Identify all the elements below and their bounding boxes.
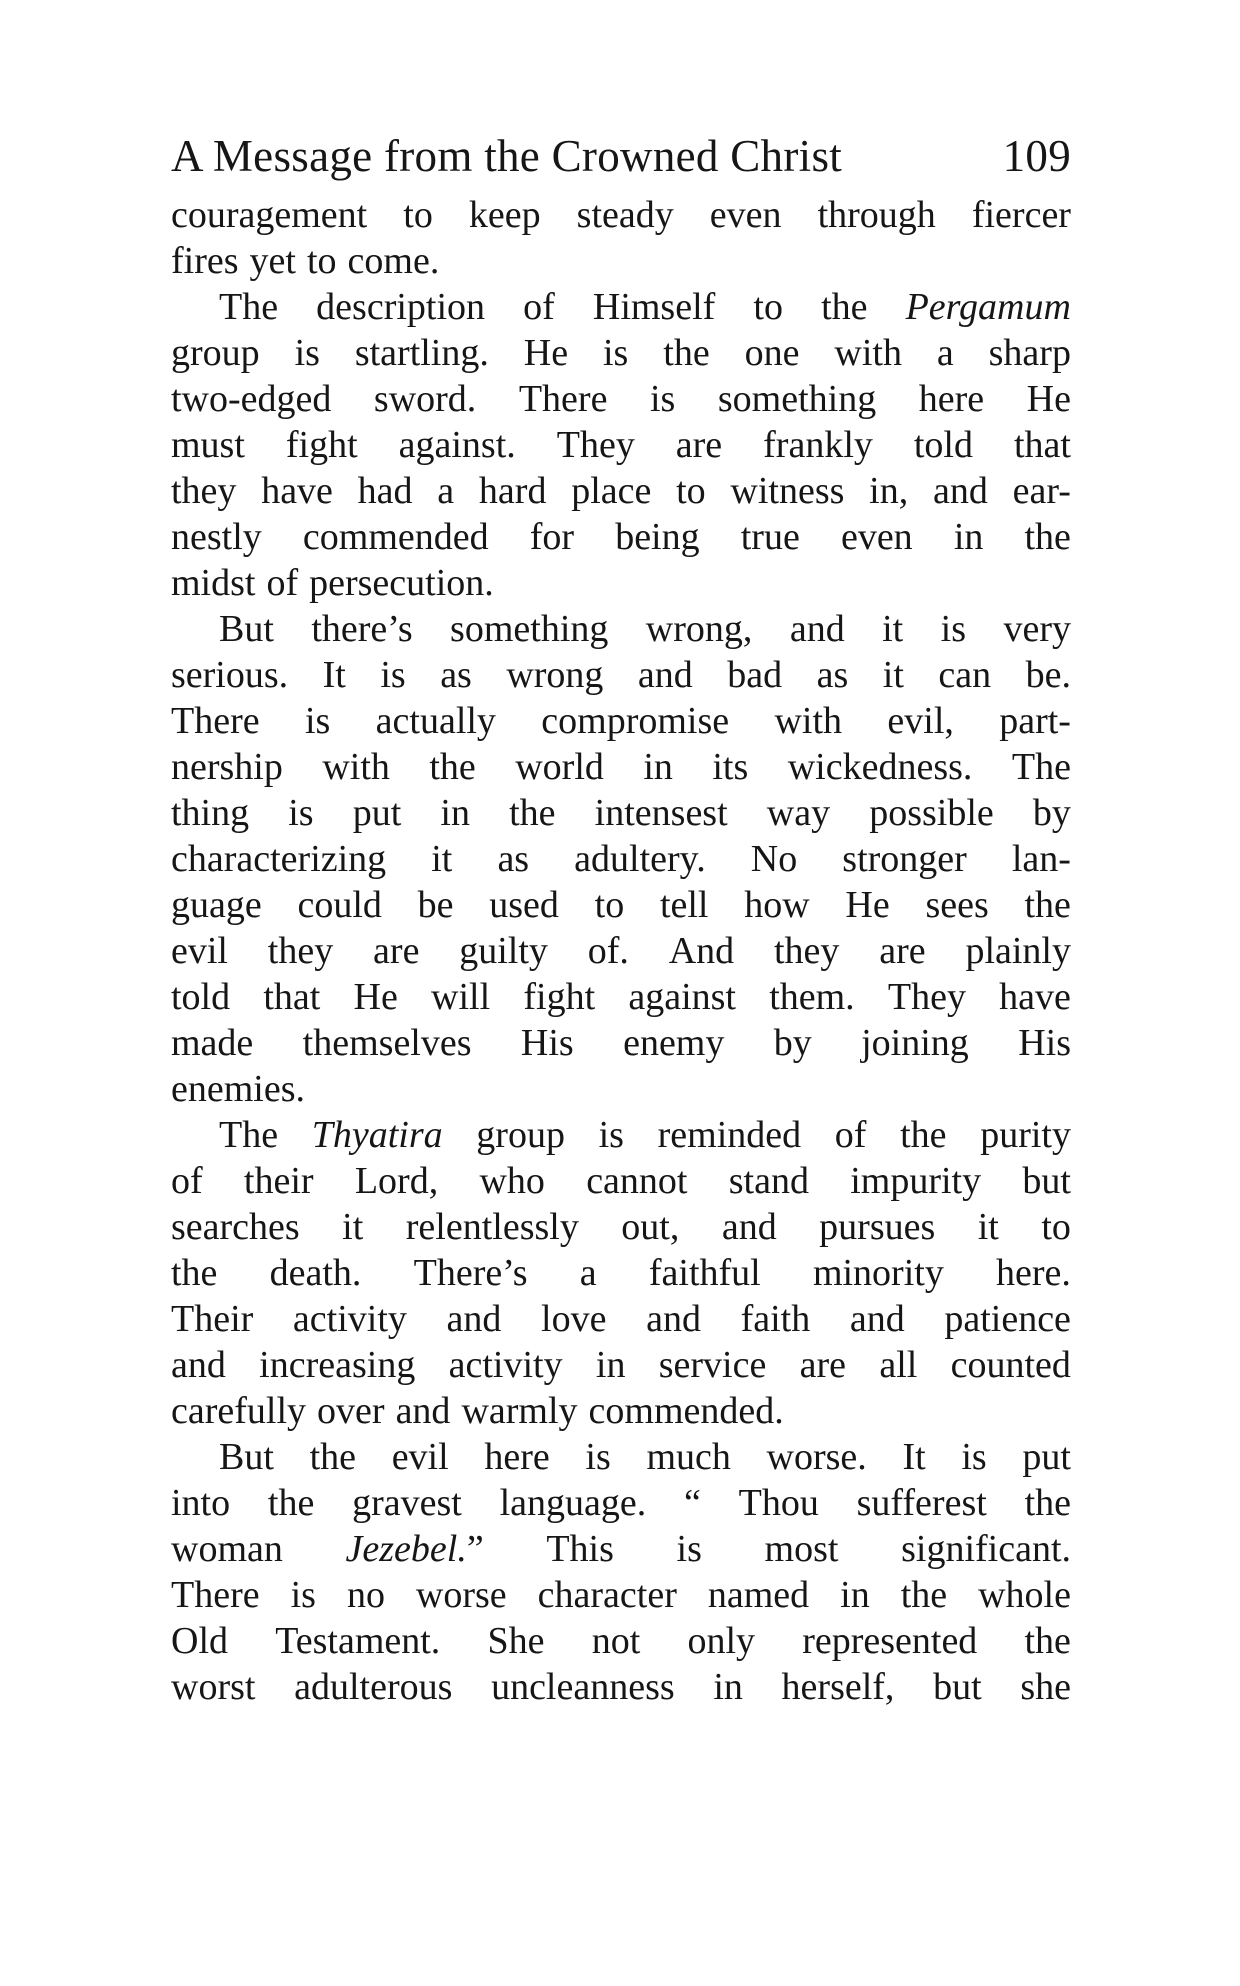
word: worse <box>415 1574 507 1616</box>
word: adulterous <box>294 1666 453 1708</box>
word: is <box>603 332 629 374</box>
word: Thyatira <box>311 1114 443 1156</box>
word: but <box>933 1666 982 1708</box>
text-line <box>171 928 1071 974</box>
word: the <box>821 286 868 328</box>
word: them. <box>769 976 855 1018</box>
word: made <box>171 1022 254 1064</box>
word: activity <box>448 1344 563 1386</box>
text-line <box>171 514 1071 560</box>
word: But <box>219 1436 274 1478</box>
word: lan- <box>1011 838 1071 880</box>
word: stand <box>728 1160 809 1202</box>
text-line <box>171 1434 1071 1480</box>
word: put <box>1022 1436 1071 1478</box>
word: increasing <box>259 1344 416 1386</box>
word: by <box>1032 792 1071 834</box>
word: are <box>373 930 420 972</box>
word: language. <box>499 1482 647 1524</box>
word: told <box>913 424 973 466</box>
word: are <box>675 424 723 466</box>
book-page <box>171 128 1071 1710</box>
word: to <box>1041 1206 1071 1248</box>
word: wickedness. <box>787 746 973 788</box>
text-line <box>171 238 1071 284</box>
word: He <box>845 884 890 926</box>
word: This <box>546 1528 614 1570</box>
word: a <box>936 332 954 374</box>
text-line <box>171 284 1071 330</box>
text-line <box>171 330 1071 376</box>
word: hard <box>478 470 547 512</box>
word: but <box>1022 1160 1071 1202</box>
word: enemies. <box>171 1068 306 1110</box>
word: the <box>509 792 556 834</box>
word: fiercer <box>971 194 1071 236</box>
word: is <box>288 792 314 834</box>
text-line <box>171 1572 1071 1618</box>
word: is <box>294 332 320 374</box>
word: its <box>712 746 749 788</box>
word: Old <box>171 1620 228 1662</box>
word: group <box>171 332 260 374</box>
word: two-edged <box>171 378 332 420</box>
word: “ <box>684 1482 701 1524</box>
word: out, <box>621 1206 680 1248</box>
text-line <box>171 790 1071 836</box>
word: serious. <box>171 654 289 696</box>
word: searches <box>171 1206 300 1248</box>
text-line <box>171 1158 1071 1204</box>
word: the <box>267 1482 315 1524</box>
text-line <box>171 606 1071 652</box>
word: herself, <box>781 1666 895 1708</box>
word: He <box>353 976 398 1018</box>
text-line <box>171 1664 1071 1710</box>
word: Himself <box>592 286 716 328</box>
word: is <box>649 378 676 420</box>
text-line <box>171 1618 1071 1664</box>
word: and <box>932 470 988 512</box>
word: sees <box>925 884 989 926</box>
word: It <box>902 1436 926 1478</box>
word: she <box>1020 1666 1071 1708</box>
text-line <box>171 1526 1071 1572</box>
word: in <box>643 746 673 788</box>
word: be. <box>1025 654 1071 696</box>
word: all <box>879 1344 918 1386</box>
word: compromise <box>541 700 730 742</box>
word: impurity <box>850 1160 982 1202</box>
word: nestly <box>171 516 262 558</box>
word: it <box>977 1206 999 1248</box>
word: cannot <box>586 1160 688 1202</box>
word: significant. <box>901 1528 1071 1570</box>
word: to <box>403 194 433 236</box>
word: the <box>1024 884 1071 926</box>
word: witness <box>730 470 845 512</box>
word: part- <box>999 700 1071 742</box>
word: Their <box>171 1298 254 1340</box>
word: guilty <box>459 930 548 972</box>
word: His <box>520 1022 574 1064</box>
word: are <box>879 930 926 972</box>
word: guage <box>171 884 262 926</box>
word: There’s <box>413 1252 528 1294</box>
word: character <box>537 1574 677 1616</box>
word: one <box>744 332 800 374</box>
word: intensest <box>594 792 728 834</box>
word: into <box>171 1482 231 1524</box>
word: the <box>663 332 710 374</box>
word: is <box>676 1528 702 1570</box>
word: is <box>961 1436 987 1478</box>
word: possible <box>869 792 994 834</box>
word: characterizing <box>171 838 387 880</box>
word: faith <box>740 1298 811 1340</box>
word: midst <box>171 562 256 604</box>
text-line <box>171 744 1071 790</box>
word: His <box>1018 1022 1071 1064</box>
word: uncleanness <box>491 1666 675 1708</box>
word: through <box>817 194 936 236</box>
word: activity <box>292 1298 407 1340</box>
word: and <box>646 1298 701 1340</box>
word: that <box>1013 424 1071 466</box>
word: much <box>646 1436 731 1478</box>
word: the <box>171 1252 218 1294</box>
word: here <box>918 378 985 420</box>
word: of <box>523 286 555 328</box>
page-number: 109 <box>1002 131 1071 181</box>
word: in <box>440 792 470 834</box>
word: commended. <box>588 1390 784 1432</box>
word: they <box>773 930 840 972</box>
word: joining <box>861 1022 969 1064</box>
word: against <box>628 976 736 1018</box>
word: They <box>556 424 635 466</box>
word: it <box>342 1206 364 1248</box>
word: how <box>744 884 810 926</box>
word: place <box>571 470 652 512</box>
word: No <box>750 838 798 880</box>
word: But <box>219 608 274 650</box>
word: being <box>615 516 700 558</box>
word: enemy <box>623 1022 725 1064</box>
word: whole <box>978 1574 1071 1616</box>
word: evil <box>391 1436 449 1478</box>
word: true <box>740 516 800 558</box>
word: are <box>799 1344 847 1386</box>
word: can <box>938 654 992 696</box>
word: the <box>1024 516 1071 558</box>
word: it <box>431 838 453 880</box>
word: very <box>1003 608 1071 650</box>
word: They <box>887 976 966 1018</box>
word: that <box>263 976 321 1018</box>
word: no <box>346 1574 385 1616</box>
word: and <box>721 1206 777 1248</box>
word: couragement <box>171 194 368 236</box>
text-line <box>171 974 1071 1020</box>
text-line <box>171 836 1071 882</box>
word: as <box>440 654 472 696</box>
word: will <box>431 976 491 1018</box>
word: group <box>476 1114 565 1156</box>
word: with <box>774 700 843 742</box>
word: warmly <box>461 1390 578 1432</box>
word: steady <box>576 194 674 236</box>
text-line <box>171 1388 1071 1434</box>
text-line <box>171 1204 1071 1250</box>
word: counted <box>950 1344 1071 1386</box>
text-line <box>171 422 1071 468</box>
word: of <box>266 562 299 604</box>
word: Jezebel.” <box>345 1528 484 1570</box>
word: love <box>541 1298 607 1340</box>
word: reminded <box>657 1114 802 1156</box>
word: There <box>171 700 260 742</box>
word: is <box>290 1574 316 1616</box>
word: Lord, <box>354 1160 439 1202</box>
word: There <box>518 378 608 420</box>
word: is <box>940 608 967 650</box>
word: even <box>840 516 913 558</box>
word: have <box>999 976 1071 1018</box>
word: who <box>479 1160 545 1202</box>
word: to <box>753 286 783 328</box>
word: for <box>529 516 575 558</box>
word: and <box>446 1298 502 1340</box>
word: world <box>515 746 604 788</box>
text-line <box>171 1296 1071 1342</box>
word: as <box>497 838 530 880</box>
word: startling. <box>354 332 489 374</box>
word: the <box>900 1114 947 1156</box>
word: death. <box>269 1252 362 1294</box>
word: in <box>840 1574 870 1616</box>
word: used <box>489 884 559 926</box>
word: gravest <box>352 1482 462 1524</box>
word: put <box>352 792 402 834</box>
word: patience <box>944 1298 1071 1340</box>
word: Thou <box>738 1482 819 1524</box>
word: It <box>322 654 346 696</box>
word: to <box>306 240 337 282</box>
word: She <box>487 1620 545 1662</box>
word: thing <box>171 792 250 834</box>
word: to <box>594 884 625 926</box>
word: yet <box>249 240 296 282</box>
word: is <box>380 654 406 696</box>
word: bad <box>727 654 783 696</box>
word: He <box>1026 378 1071 420</box>
word: is <box>598 1114 624 1156</box>
word: And <box>668 930 735 972</box>
text-line <box>171 1342 1071 1388</box>
word: evil <box>171 930 228 972</box>
word: nership <box>171 746 283 788</box>
word: sufferest <box>856 1482 987 1524</box>
word: and <box>789 608 845 650</box>
word: come. <box>347 240 440 282</box>
word: only <box>687 1620 755 1662</box>
text-line <box>171 1480 1071 1526</box>
word: There <box>171 1574 260 1616</box>
word: most <box>764 1528 839 1570</box>
word: over <box>317 1390 385 1432</box>
word: is <box>585 1436 611 1478</box>
word: the <box>1024 1482 1071 1524</box>
text-line <box>171 1250 1071 1296</box>
word: in <box>953 516 984 558</box>
word: the <box>1024 1620 1071 1662</box>
word: named <box>707 1574 810 1616</box>
text-line <box>171 560 1071 606</box>
word: to <box>676 470 706 512</box>
word: and <box>395 1390 451 1432</box>
word: even <box>709 194 782 236</box>
text-line <box>171 1066 1071 1112</box>
word: Pergamum <box>905 286 1071 328</box>
word: not <box>591 1620 641 1662</box>
word: way <box>766 792 831 834</box>
word: The <box>219 286 279 328</box>
word: a <box>579 1252 597 1294</box>
word: could <box>297 884 382 926</box>
word: with <box>834 332 902 374</box>
word: and <box>849 1298 905 1340</box>
word: wrong, <box>645 608 753 650</box>
word: the <box>309 1436 357 1478</box>
word: represented <box>802 1620 978 1662</box>
word: description <box>316 286 486 328</box>
word: stronger <box>842 838 967 880</box>
word: He <box>523 332 569 374</box>
word: had <box>357 470 413 512</box>
word: worst <box>171 1666 256 1708</box>
word: here <box>484 1436 550 1478</box>
word: commended <box>302 516 489 558</box>
word: must <box>171 424 245 466</box>
word: worse. <box>766 1436 867 1478</box>
word: pursues <box>819 1206 936 1248</box>
word: Testament. <box>275 1620 441 1662</box>
word: actually <box>375 700 496 742</box>
word: relentlessly <box>405 1206 579 1248</box>
word: sword. <box>373 378 477 420</box>
text-line <box>171 376 1071 422</box>
word: is <box>304 700 331 742</box>
word: tell <box>659 884 709 926</box>
word: of. <box>587 930 629 972</box>
word: purity <box>980 1114 1071 1156</box>
word: in, <box>869 470 909 512</box>
word: sharp <box>988 332 1071 374</box>
word: here. <box>996 1252 1071 1294</box>
body-text <box>171 192 1071 1710</box>
word: ear- <box>1012 470 1071 512</box>
word: of <box>171 1160 203 1202</box>
word: persecution. <box>309 562 494 604</box>
word: the <box>429 746 476 788</box>
chapter-title: A Message from the Crowned Christ <box>171 131 843 181</box>
word: be <box>417 884 454 926</box>
word: it <box>882 608 904 650</box>
word: fight <box>285 424 358 466</box>
word: with <box>322 746 390 788</box>
word: it <box>882 654 904 696</box>
text-line <box>171 1112 1071 1158</box>
word: something <box>717 378 877 420</box>
word: and <box>171 1344 226 1386</box>
word: against. <box>398 424 516 466</box>
word: their <box>243 1160 314 1202</box>
text-line <box>171 468 1071 514</box>
word: keep <box>468 194 541 236</box>
word: minority <box>812 1252 944 1294</box>
word: the <box>900 1574 948 1616</box>
word: adultery. <box>574 838 706 880</box>
word: plainly <box>965 930 1071 972</box>
text-line <box>171 882 1071 928</box>
word: woman <box>171 1528 283 1570</box>
word: fight <box>523 976 596 1018</box>
word: they <box>267 930 334 972</box>
word: have <box>261 470 333 512</box>
word: fires <box>171 240 239 282</box>
word: The <box>1011 746 1071 788</box>
word: wrong <box>506 654 604 696</box>
word: in <box>595 1344 626 1386</box>
word: faithful <box>648 1252 761 1294</box>
word: something <box>450 608 609 650</box>
word: they <box>171 470 237 512</box>
word: in <box>713 1666 743 1708</box>
word: a <box>437 470 455 512</box>
text-line <box>171 1020 1071 1066</box>
text-line <box>171 698 1071 744</box>
word: themselves <box>302 1022 472 1064</box>
running-head <box>171 128 1071 184</box>
word: told <box>171 976 231 1018</box>
word: of <box>834 1114 867 1156</box>
word: service <box>658 1344 767 1386</box>
word: evil, <box>887 700 954 742</box>
text-line <box>171 192 1071 238</box>
word: The <box>219 1114 279 1156</box>
word: there’s <box>311 608 413 650</box>
word: and <box>637 654 693 696</box>
text-line <box>171 652 1071 698</box>
word: as <box>816 654 849 696</box>
word: carefully <box>171 1390 307 1432</box>
word: by <box>773 1022 812 1064</box>
word: frankly <box>763 424 873 466</box>
